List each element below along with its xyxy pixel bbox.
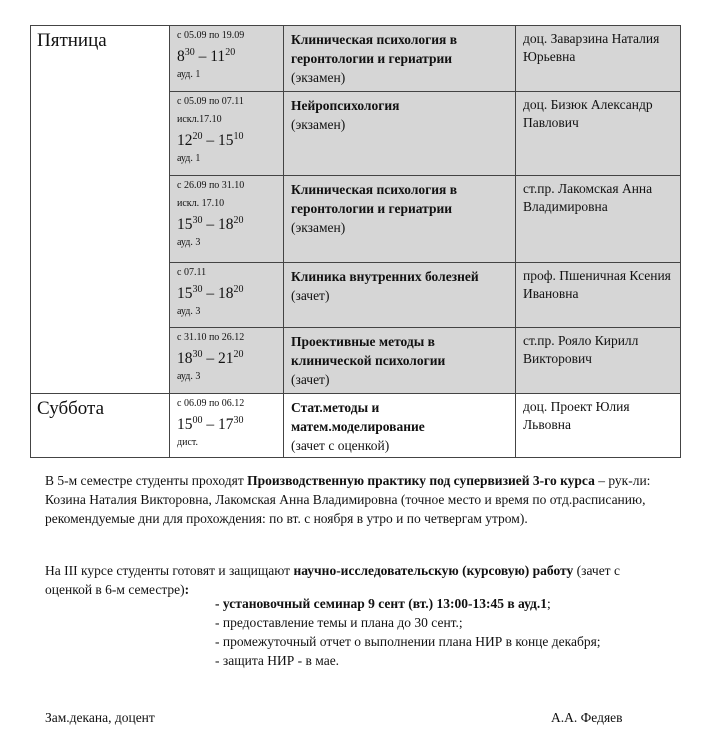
- teacher-name: ст.пр. Рояло Кирилл Викторович: [523, 333, 639, 366]
- time-cell: [170, 26, 284, 92]
- list-item: - защита НИР - в мае.: [215, 653, 340, 668]
- subject-cell: [284, 176, 516, 263]
- teacher-cell: [516, 26, 681, 92]
- time-range: $18^{30} - 21^{20}$: [177, 349, 244, 367]
- date-range: с 26.09 по 31.10: [177, 180, 245, 191]
- day-label: Пятница: [37, 30, 107, 51]
- table-row: [31, 394, 681, 458]
- date-range: с 05.09 по 07.11: [177, 96, 244, 107]
- teacher-cell: [516, 263, 681, 328]
- room: ауд. 3: [177, 306, 201, 317]
- subject-cell: [284, 26, 516, 92]
- room: ауд. 3: [177, 371, 201, 382]
- exam-type: (экзамен): [291, 117, 346, 132]
- room: дист.: [177, 437, 198, 448]
- schedule-table: [30, 25, 681, 458]
- teacher-cell: [516, 176, 681, 263]
- day-label: Суббота: [37, 398, 105, 419]
- exam-type: (экзамен): [291, 220, 346, 235]
- research-title: научно-исследовательскую (курсовую) работу: [293, 563, 574, 578]
- subject-cell: [284, 328, 516, 394]
- teacher-name: доц. Заварзина Наталия Юрьевна: [523, 31, 660, 64]
- time-cell: [170, 92, 284, 176]
- time-range: $12^{20} - 15^{10}$: [177, 131, 244, 149]
- day-cell-saturday: [31, 394, 170, 458]
- room: ауд. 3: [177, 237, 201, 248]
- exam-type: (зачет с оценкой): [291, 438, 390, 453]
- subject-cell: [284, 263, 516, 328]
- teacher-cell: [516, 328, 681, 394]
- date-range: с 06.09 по 06.12: [177, 398, 245, 409]
- room: ауд. 1: [177, 69, 201, 80]
- research-deadlines-list: [215, 594, 675, 670]
- time-cell: [170, 263, 284, 328]
- subject-cell: [284, 394, 516, 458]
- list-item: - установочный семинар 9 сент (вт.) 13:00-13:45 в ауд.1;: [215, 596, 551, 611]
- time-range: $15^{00} - 17^{30}$: [177, 415, 244, 433]
- exam-type: (зачет): [291, 372, 330, 387]
- time-range: $15^{30} - 18^{20}$: [177, 284, 244, 302]
- teacher-cell: [516, 92, 681, 176]
- time-range: $8^{30} - 11^{20}$: [177, 47, 236, 65]
- subject-cell: [284, 92, 516, 176]
- practice-note: В 5-м семестре студенты проходят Производственную практику под супервизией 3-го курса – рук-ли: Козина Наталия Викторовна, Лакомская Анна Владимировна (точное место и время по отд.расписанию, рекомендуемые дни для прохождения: по вт. с ноября в утро и по четвергам утром).: [45, 473, 651, 526]
- list-item: - промежуточный отчет о выполнении плана НИР в конце декабря;: [215, 634, 601, 649]
- teacher-name: доц. Проект Юлия Львовна: [523, 399, 630, 432]
- time-range: $15^{30} - 18^{20}$: [177, 215, 244, 233]
- practice-title: Производственную практику под супервизией 3-го курса: [247, 473, 595, 488]
- list-item: - предоставление темы и плана до 30 сент.;: [215, 615, 463, 630]
- signature-position: Зам.декана, доцент: [45, 710, 155, 725]
- time-cell: [170, 328, 284, 394]
- table-row: [31, 26, 681, 92]
- date-range: с 05.09 по 19.09: [177, 30, 245, 41]
- time-cell: [170, 394, 284, 458]
- exclusion-note: искл.17.10: [177, 114, 222, 125]
- subject-title: Стат.методы и матем.моделирование: [291, 400, 425, 434]
- teacher-cell: [516, 394, 681, 458]
- exclusion-note: искл. 17.10: [177, 198, 225, 209]
- exam-type: (зачет): [291, 288, 330, 303]
- date-range: с 31.10 по 26.12: [177, 332, 245, 343]
- exam-type: (экзамен): [291, 70, 346, 85]
- day-cell-friday: [31, 26, 170, 394]
- teacher-name: доц. Бизюк Александр Павлович: [523, 97, 653, 130]
- subject-title: Клиника внутренних болезней: [291, 269, 479, 284]
- subject-title: Клиническая психология в геронтологии и гериатрии: [291, 32, 458, 66]
- signature-name: А.А. Федяев: [551, 710, 623, 725]
- time-cell: [170, 176, 284, 263]
- research-note: На III курсе студенты готовят и защищают научно-исследовательскую (курсовую) работу (зачет с оценкой в 6-м семестре):: [45, 563, 620, 597]
- room: ауд. 1: [177, 153, 201, 164]
- subject-title: Нейропсихология: [291, 98, 400, 113]
- teacher-name: проф. Пшеничная Ксения Ивановна: [523, 268, 671, 301]
- subject-title: Проективные методы в клинической психологии: [291, 334, 446, 368]
- subject-title: Клиническая психология в геронтологии и гериатрии: [291, 182, 458, 216]
- date-range: с 07.11: [177, 267, 207, 278]
- teacher-name: ст.пр. Лакомская Анна Владимировна: [523, 181, 653, 214]
